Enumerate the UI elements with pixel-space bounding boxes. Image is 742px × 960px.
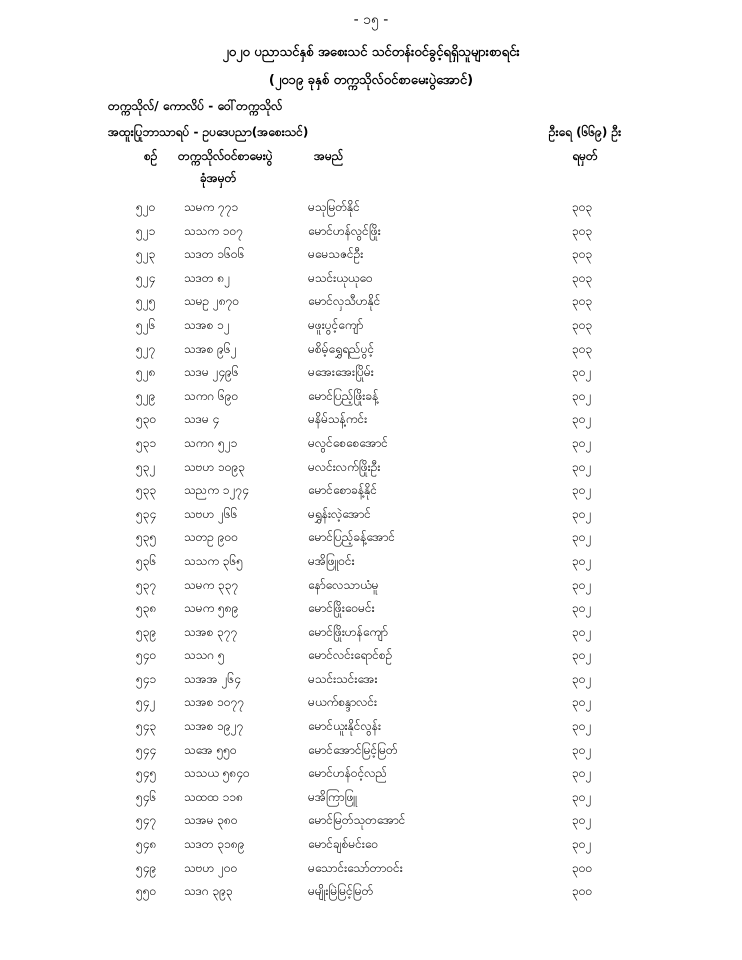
- roll-cell: သထထ ၁၁၈: [184, 789, 243, 804]
- school-line: တက္ကသိုလ်/ ကောလိပ် - ဝေါ်တက္ကသိုလ်: [108, 99, 283, 113]
- roll-header: တက္ကသိုလ်ဝင်စာမေးပွဲ: [178, 149, 273, 163]
- score-cell: ၃၀၀: [572, 884, 593, 899]
- score-cell: ၃၀၂: [572, 577, 592, 592]
- score-cell: ၃၀၂: [572, 530, 592, 545]
- score-cell: ၃၀၂: [572, 388, 592, 403]
- name-cell: မယက်စန္ဒာလင်း: [308, 695, 378, 710]
- name-cell: မမေသဇင်ဦး: [308, 247, 364, 262]
- score-cell: ၃၀၂: [572, 742, 592, 757]
- score-cell: ၃၀၂: [572, 837, 592, 852]
- serial-cell: ၅၄၃: [136, 719, 157, 734]
- name-cell: မောင်ပြည့်ခန့်အောင်: [308, 530, 396, 545]
- score-cell: ၃၀၂: [572, 506, 592, 521]
- name-cell: မောင်ဟန်လွင်ဖြိုး: [308, 223, 381, 238]
- table-row: [0, 220, 742, 244]
- roll-cell: သအစ ၁၂: [184, 317, 230, 332]
- serial-cell: ၅၃၆: [136, 553, 157, 568]
- table-row: [0, 196, 742, 220]
- serial-cell: ၅၅၀: [136, 884, 157, 899]
- table-row: [0, 361, 742, 385]
- serial-cell: ၅၄၄: [136, 742, 157, 757]
- roll-cell: သကဂ ၆၉၀: [184, 388, 239, 403]
- table-row: [0, 338, 742, 362]
- name-cell: မောင်စောခန့်နိုင်: [308, 483, 377, 498]
- table-row: [0, 857, 742, 881]
- roll-cell: သမက ၇၇၁: [184, 200, 239, 214]
- serial-cell: ၅၄၈: [136, 837, 157, 852]
- roll-cell: သသက ၃၆၅: [184, 553, 244, 568]
- table-row: [0, 644, 742, 668]
- serial-cell: ၅၃၀: [136, 412, 157, 427]
- table-row: [0, 456, 742, 480]
- serial-cell: ၅၂၁: [136, 223, 156, 238]
- score-cell: ၃၀၃: [572, 341, 593, 356]
- score-cell: ၃၀၂: [572, 813, 592, 828]
- name-cell: မစိမ့်ရွှေရည်ပွင့်: [308, 341, 375, 356]
- table-row: [0, 574, 742, 598]
- serial-cell: ၅၂၀: [136, 200, 156, 214]
- roll-cell: သဒဂ ၃၉၃: [184, 884, 233, 899]
- serial-cell: ၅၂၆: [136, 317, 156, 332]
- roll-cell: သညက ၁၂၇၄: [184, 483, 249, 498]
- roll-header-line2: ခုံအမှတ်: [200, 171, 237, 185]
- roll-cell: သသယ ၅၈၄၀: [184, 766, 250, 781]
- name-cell: မောင်ဖြိုးဝေမင်း: [308, 601, 375, 616]
- roll-cell: သဗဟ ၂၆၆: [184, 506, 238, 521]
- table-row: [0, 786, 742, 810]
- score-cell: ၃၀၀: [572, 860, 593, 875]
- serial-cell: ၅၃၇: [136, 577, 157, 592]
- name-cell: မမျိုးမြဲမြင့်မြတ်: [308, 884, 374, 899]
- roll-cell: သမက ၅၈၉: [184, 601, 239, 616]
- name-cell: မောင်ယူးနိုင်လွန်း: [308, 719, 382, 734]
- table-row: [0, 432, 742, 456]
- score-cell: ၃၀၂: [572, 483, 592, 498]
- table-row: [0, 621, 742, 645]
- name-cell: မောင်လှသီဟနိုင်: [308, 294, 381, 309]
- score-cell: ၃၀၂: [572, 601, 592, 616]
- table-row: [0, 739, 742, 763]
- serial-cell: ၅၂၇: [136, 341, 156, 356]
- table-row: [0, 550, 742, 574]
- serial-cell: ၅၄၂: [136, 695, 156, 710]
- roll-cell: သအအ ၂၆၄: [184, 671, 241, 686]
- table-row: [0, 267, 742, 291]
- serial-cell: ၅၃၄: [136, 506, 157, 521]
- results-table: [0, 196, 742, 904]
- serial-cell: ၅၂၅: [136, 294, 156, 309]
- serial-cell: ၅၄၇: [136, 813, 157, 828]
- name-cell: မရွှန်းလဲ့အောင်: [308, 506, 371, 521]
- table-row: [0, 385, 742, 409]
- name-cell: မောင်ဟန်ဝင့်လည်: [308, 766, 388, 781]
- roll-cell: သဒတ ၁၆၀၆: [184, 247, 245, 262]
- roll-cell: သအမ ၃၈၀: [184, 813, 238, 828]
- serial-cell: ၅၃၂: [136, 459, 156, 474]
- name-cell: မောင်လင်းရောင်စဉ်: [308, 648, 393, 663]
- score-cell: ၃၀၂: [572, 648, 592, 663]
- table-row: [0, 668, 742, 692]
- roll-cell: သသက ၁၀၇: [184, 223, 244, 238]
- roll-cell: သမဥ ၂၈၇၀: [184, 294, 240, 309]
- name-cell: မသုမြတ်နိုင်: [308, 200, 360, 214]
- headcount-label: ဦးရေ (၆၆၉) ဦး: [548, 125, 622, 139]
- roll-cell: သအစ ၃၇၇: [184, 624, 238, 639]
- name-cell: မသင်းသင်းအေး: [308, 671, 378, 686]
- serial-cell: ၅၃၅: [136, 530, 157, 545]
- name-cell: မနိမ်သန့်ကင်း: [308, 412, 368, 427]
- roll-cell: သကဂ ၅၂၁: [184, 435, 238, 450]
- name-cell: မောင်ပြည့်ဖြိုးခန့်: [308, 388, 379, 403]
- name-cell: မောင်ဖြိုးဟန်ကျော်: [308, 624, 388, 639]
- score-cell: ၃၀၂: [572, 789, 592, 804]
- name-cell: မသင်းယုယုဝေ: [308, 270, 373, 285]
- serial-cell: ၅၄၁: [136, 671, 157, 686]
- score-cell: ၃၀၂: [572, 766, 592, 781]
- name-cell: နော်လေသာယံမူ: [308, 577, 379, 592]
- score-cell: ၃၀၃: [572, 223, 593, 238]
- name-cell: မလင်းလက်ဖြိုးဦး: [308, 459, 381, 474]
- score-cell: ၃၀၃: [572, 200, 593, 214]
- table-row: [0, 290, 742, 314]
- serial-header: စဉ်: [144, 149, 158, 163]
- table-row: [0, 715, 742, 739]
- serial-cell: ၅၄၉: [136, 860, 157, 875]
- score-cell: ၃၀၂: [572, 365, 592, 380]
- score-cell: ၃၀၃: [572, 270, 593, 285]
- roll-cell: သမက ၃၃၇: [184, 577, 239, 592]
- serial-cell: ၅၃၈: [136, 601, 157, 616]
- name-cell: မအိကြာဖြူ: [308, 789, 357, 804]
- roll-cell: သအစ ၁၉၂၇: [184, 719, 244, 734]
- serial-cell: ၅၄၆: [136, 789, 157, 804]
- roll-cell: သဒမ ၄: [184, 412, 220, 427]
- table-row: [0, 479, 742, 503]
- roll-cell: သသဂ ၅: [184, 648, 225, 663]
- score-cell: ၃၀၂: [572, 412, 592, 427]
- name-cell: မောင်မြတ်သုတအောင်: [308, 813, 406, 828]
- major-line: အထူးပြုဘာသာရပ် - ဥပဒေပညာ(အစေးသင်): [108, 125, 309, 139]
- score-cell: ၃၀၂: [572, 695, 592, 710]
- table-row: [0, 503, 742, 527]
- roll-cell: သအေ ၅၅၀: [184, 742, 237, 757]
- score-cell: ၃၀၃: [572, 247, 593, 262]
- document-title: ၂၀၂၀ ပညာသင်နှစ် အစေးသင် သင်တန်းဝင်ခွင့်ရရှိသူများစာရင်း: [222, 45, 520, 60]
- table-row: [0, 597, 742, 621]
- document-subtitle: (၂၀၁၉ ခုနှစ် တက္ကသိုလ်ဝင်စာမေးပွဲအောင်): [268, 73, 474, 88]
- table-row: [0, 809, 742, 833]
- table-row: [0, 880, 742, 904]
- serial-cell: ၅၂၉: [136, 388, 156, 403]
- table-row: [0, 243, 742, 267]
- table-row: [0, 526, 742, 550]
- table-row: [0, 691, 742, 715]
- score-cell: ၃၀၃: [572, 294, 593, 309]
- name-cell: မအေးအေးပြိုမ်း: [308, 365, 374, 380]
- score-cell: ၃၀၂: [572, 671, 592, 686]
- serial-cell: ၅၂၄: [136, 270, 156, 285]
- roll-cell: သဗဟ ၁၀၉၃: [184, 459, 246, 474]
- score-cell: ၃၀၂: [572, 459, 592, 474]
- roll-cell: သဒတ ၈၂: [184, 270, 231, 285]
- roll-cell: သတဥ ၉၀၀: [184, 530, 239, 545]
- serial-cell: ၅၃၁: [136, 435, 157, 450]
- serial-cell: ၅၃၉: [136, 624, 157, 639]
- name-header: အမည်: [314, 149, 344, 163]
- roll-cell: သဒတ ၃၁၈၉: [184, 837, 245, 852]
- score-cell: ၃၀၂: [572, 624, 592, 639]
- serial-cell: ၅၄၅: [136, 766, 157, 781]
- page-number: - ၁၅ -: [353, 12, 389, 28]
- roll-cell: သဒမ ၂၄၉၆: [184, 365, 239, 380]
- roll-cell: သဗဟ ၂၀၀: [184, 860, 238, 875]
- name-cell: မဖူးပွင့်ကျော်: [308, 317, 364, 332]
- score-cell: ၃၀၂: [572, 553, 592, 568]
- table-row: [0, 762, 742, 786]
- serial-cell: ၅၂၃: [136, 247, 156, 262]
- score-cell: ၃၀၂: [572, 719, 592, 734]
- table-row: [0, 833, 742, 857]
- score-header: ရမှတ်: [572, 149, 598, 163]
- serial-cell: ၅၄၀: [136, 648, 157, 663]
- name-cell: မလွင်စေစေအောင်: [308, 435, 388, 450]
- name-cell: မသောင်းသော်တာဝင်း: [308, 860, 403, 875]
- score-cell: ၃၀၂: [572, 435, 592, 450]
- name-cell: မောင်ချစ်မင်းဝေ: [308, 837, 379, 852]
- name-cell: မအိဖြူဝင်း: [308, 553, 355, 568]
- name-cell: မောင်အောင်မြင့်မြတ်: [308, 742, 398, 757]
- roll-cell: သအစ ၁၀၇၇: [184, 695, 245, 710]
- roll-cell: သအစ ၉၆၂: [184, 341, 237, 356]
- score-cell: ၃၀၃: [572, 317, 593, 332]
- table-row: [0, 314, 742, 338]
- serial-cell: ၅၂၈: [136, 365, 156, 380]
- serial-cell: ၅၃၃: [136, 483, 157, 498]
- table-row: [0, 408, 742, 432]
